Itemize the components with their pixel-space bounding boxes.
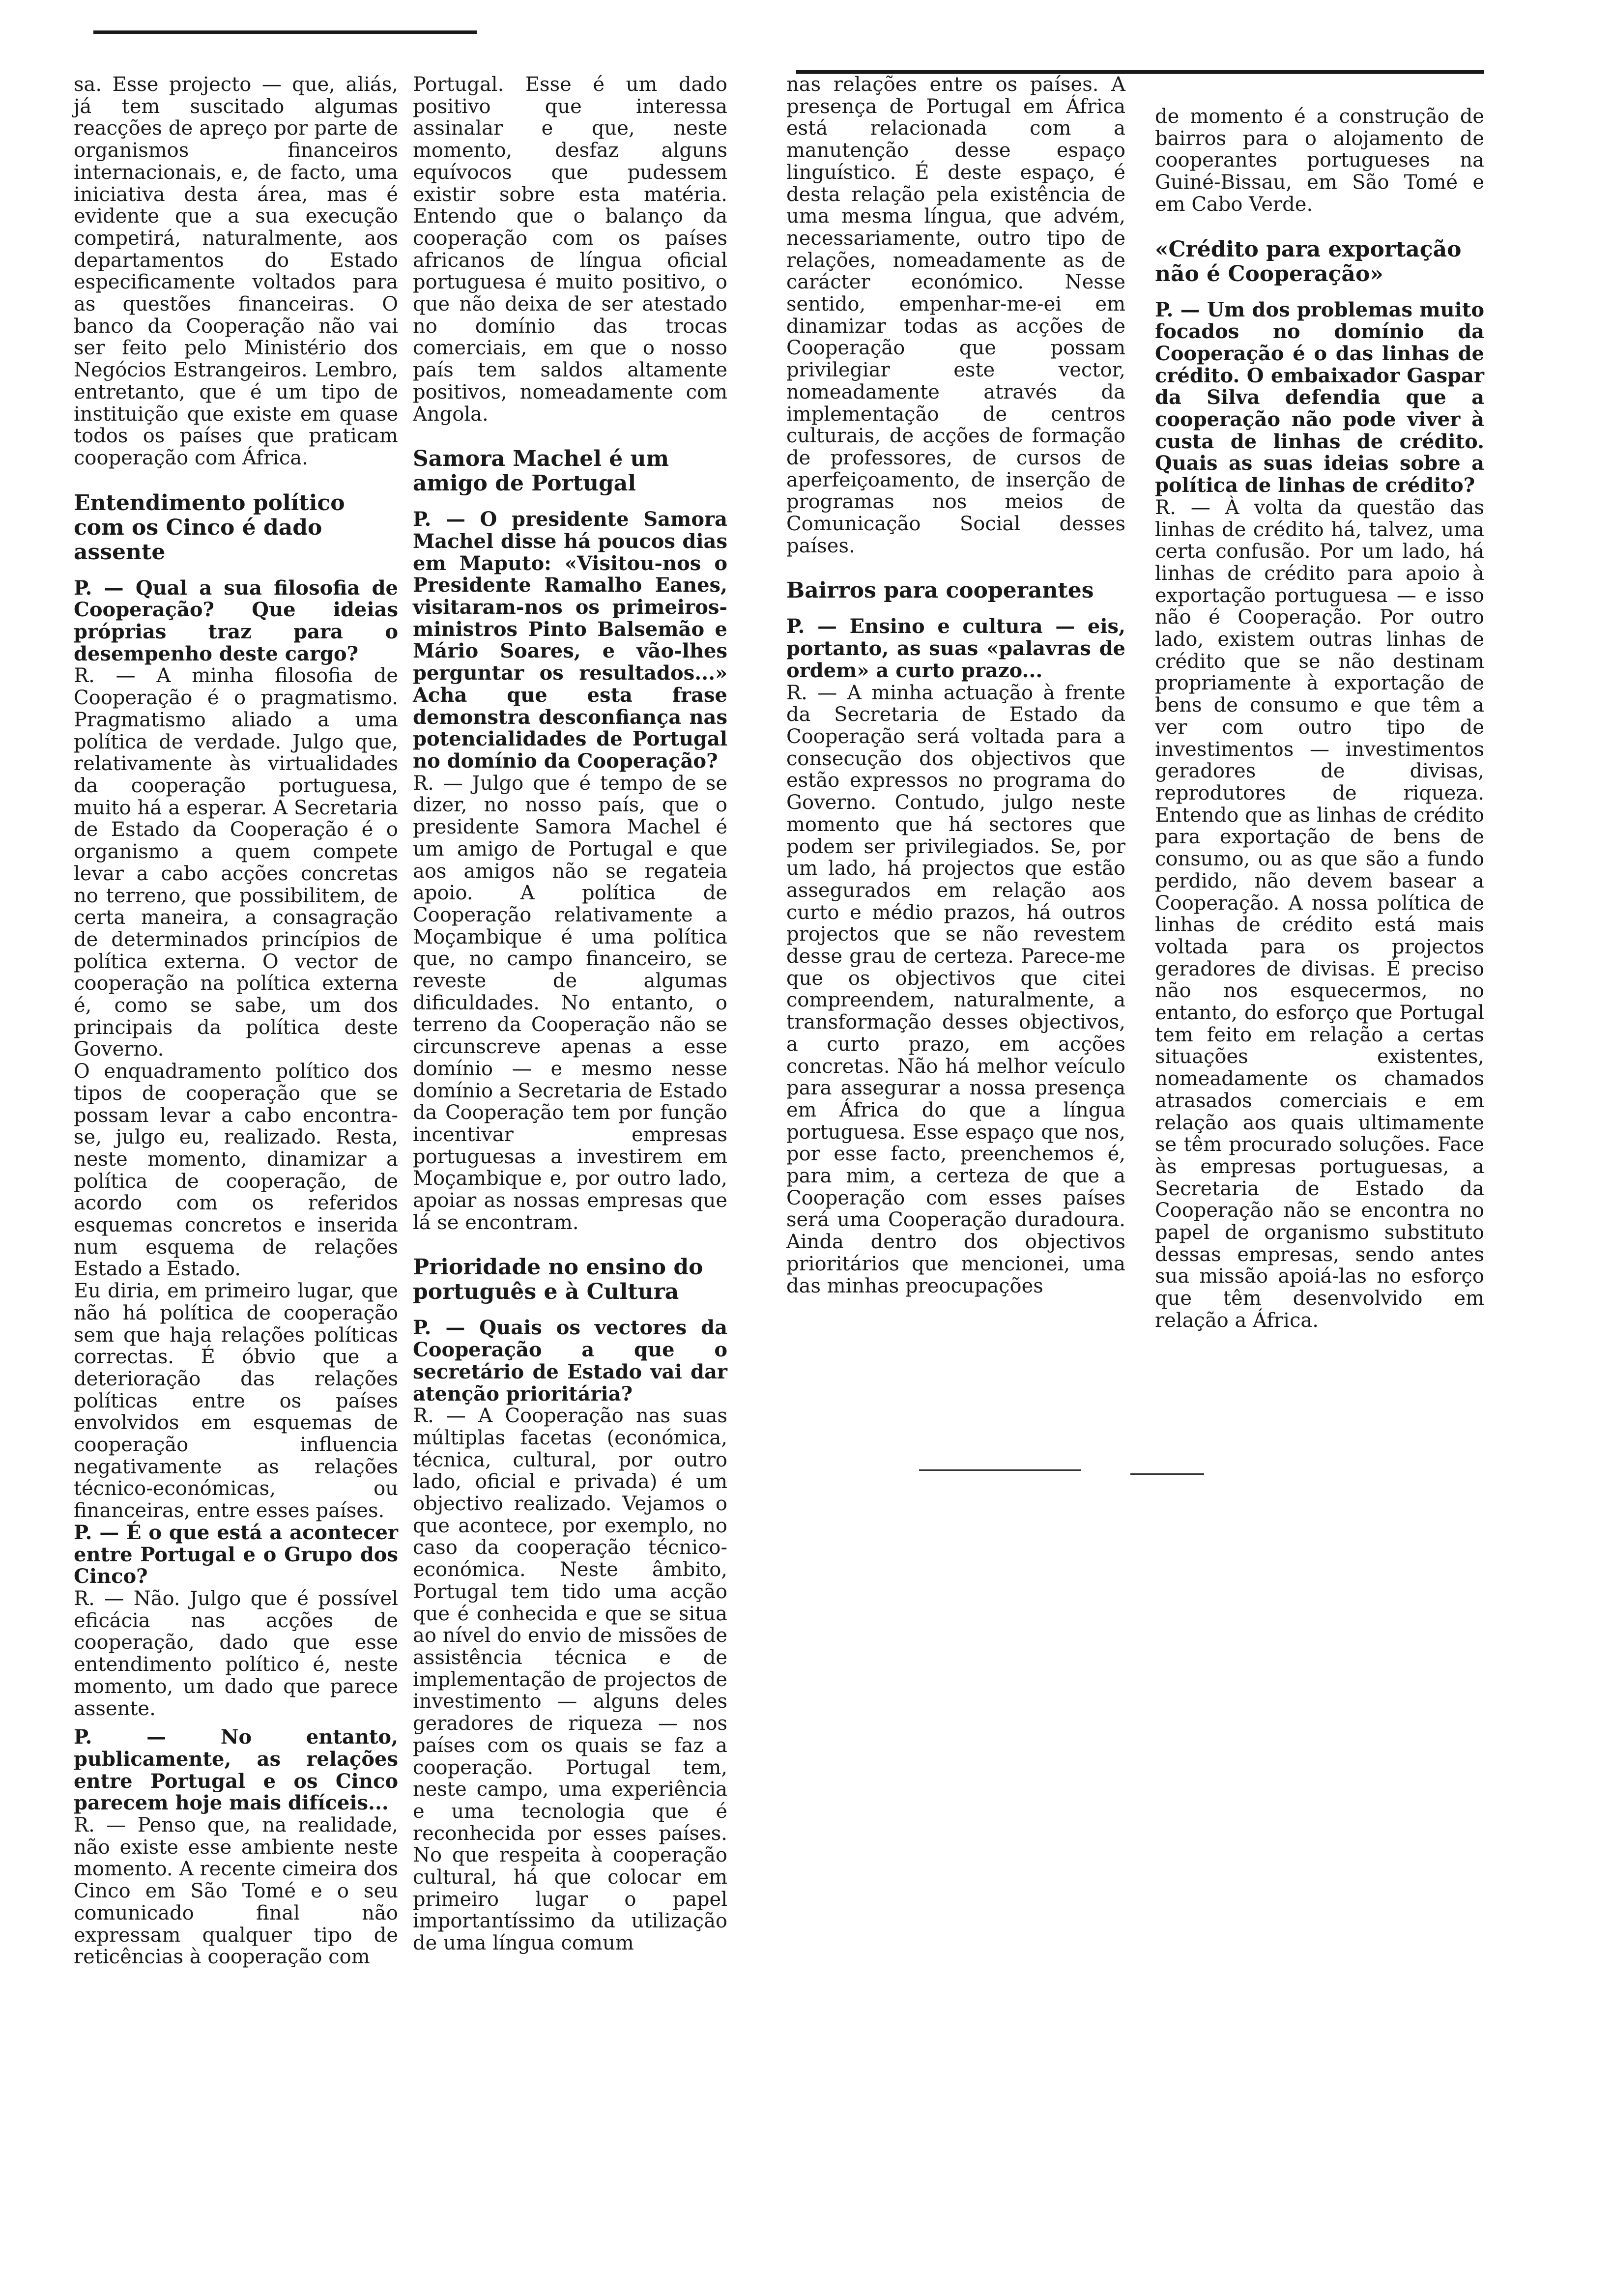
paragraph: sa. Esse projecto — que, aliás, já tem suscitado algumas reacções de apreço por parte de organismos financeiros internacionais, e, de facto, uma iniciativa desta área, mas é evidente que a sua execução competirá, naturalmente, aos departamentos do Estado especificamente voltados para as questões financeiras. O banco da Cooperação não vai ser feito pelo Ministério dos Negócios Estrangeiros. Lembro, entretanto, que é um tipo de instituição que existe em quase todos os países que praticam cooperação com África. bbox=[74, 73, 398, 469]
column-3 bbox=[786, 74, 1125, 1297]
paragraph: Portugal. Esse é um dado positivo que interessa assinalar e que, neste momento, desfaz alguns equívocos que pudessem existir sobre esta matéria. Entendo que o balanço da cooperação com os países africanos de língua oficial portuguesa é muito positivo, o que não deixa de ser atestado no domínio das trocas comerciais, em que o nosso país tem saldos altamente positivos, nomeadamente com Angola. bbox=[413, 73, 727, 426]
answer: R. — Não. Julgo que é possível eficácia nas acções de cooperação, dado que esse entendimento político é, neste momento, um dado que parece assente. bbox=[74, 1587, 398, 1720]
section-heading: Prioridade no ensino do português e à Cultura bbox=[413, 1255, 703, 1305]
top-rule-left bbox=[93, 30, 477, 34]
end-rule bbox=[919, 1469, 1081, 1471]
answer: R. — Penso que, na realidade, não existe esse ambiente neste momento. A recente cimeira dos Cinco em São Tomé e o seu comunicado final não expressam qualquer tipo de reticências à cooperação com bbox=[74, 1814, 398, 1969]
column-2 bbox=[413, 74, 727, 1954]
answer: R. — A minha actuação à frente da Secretaria de Estado da Cooperação será voltada para a consecução dos objectivos que estão expressos no programa do Governo. Contudo, julgo neste momento que há sectores que podem ser privilegiados. Se, por um lado, há projectos que estão assegurados em relação aos curto e médio prazos, há outros projectos que se não revestem desse grau de certeza. Parece-me que os objectivos que citei compreendem, naturalmente, a transformação desses objectivos, a curto prazo, em acções concretas. Não há melhor veículo para assegurar a nossa presença em África do que a língua portuguesa. Esse espaço que nos, por esse facto, preenchemos é, para mim, a certeza de que a Cooperação com esses países será uma Cooperação duradoura. Ainda dentro dos objectivos prioritários que mencionei, uma das minhas preocupações bbox=[786, 681, 1125, 1297]
column-1 bbox=[74, 74, 398, 1968]
section-heading: Entendimento político com os Cinco é dado assente bbox=[74, 490, 345, 565]
paragraph: Eu diria, em primeiro lugar, que não há política de cooperação sem que haja relações políticas correctas. É óbvio que a deterioração das relações políticas entre os países envolvidos em esquemas de cooperação influencia negativamente as relações técnico-económicas, ou financeiras, entre esses países. bbox=[74, 1280, 398, 1522]
section-heading: Bairros para cooperantes bbox=[786, 578, 1094, 603]
section-heading: «Crédito para exportação não é Cooperação» bbox=[1155, 236, 1462, 287]
answer: R. — À volta da questão das linhas de crédito há, talvez, uma certa confusão. Por um lado, há linhas de crédito para apoio à exportação portuguesa — e isso não é Cooperação. Por outro lado, existem outras linhas de crédito que se não destinam propriamente à exportação de bens de consumo e que têm a ver com outro tipo de investimentos — investimentos geradores de divisas, reprodutores de riqueza. Entendo que as linhas de crédito para exportação de bens de consumo, ou as que são a fundo perdido, não devem basear a Cooperação. A nossa política de linhas de crédito está mais voltada para os projectos geradores de divisas. É preciso não nos esquecermos, no entanto, do esforço que Portugal tem feito em relação a certas situações existentes, nomeadamente os chamados atrasados comerciais e em relação aos quais ultimamente se têm procurado soluções. Face às empresas portuguesas, a Secretaria de Estado da Cooperação não se encontra no papel de organismo substituto dessas empresas, sendo antes sua missão apoiá-las no esforço que têm desenvolvido em relação a África. bbox=[1155, 496, 1484, 1332]
paragraph: de momento é a construção de bairros para o alojamento de cooperantes portugueses na Guiné-Bissau, em São Tomé e em Cabo Verde. bbox=[1155, 105, 1484, 216]
question: P. — No entanto, publicamente, as relações entre Portugal e os Cinco parecem hoje mais difíceis... bbox=[74, 1725, 398, 1815]
question: P. — Ensino e cultura — eis, portanto, as suas «palavras de ordem» a curto prazo... bbox=[786, 615, 1125, 682]
answer: R. — A minha filosofia de Cooperação é o pragmatismo. Pragmatismo aliado a uma política de verdade. Julgo que, relativamente às virtualidades da cooperação portuguesa, muito há a esperar. A Secretaria de Estado da Cooperação é o organismo a quem compete levar a cabo acções concretas no terreno, que possibilitem, de certa maneira, a consagração de determinados princípios de política externa. O vector de cooperação na política externa é, como se sabe, um dos principais da política deste Governo. bbox=[74, 664, 398, 1061]
question: P. — Qual a sua filosofia de Cooperação? Que ideias próprias traz para o desempenho deste cargo? bbox=[74, 576, 398, 665]
section-heading: Samora Machel é um amigo de Portugal bbox=[413, 446, 669, 496]
column-4 bbox=[1155, 106, 1484, 1332]
question: P. — Um dos problemas muito focados no domínio da Cooperação é o das linhas de crédito. O embaixador Gaspar da Silva defendia que a cooperação não pode viver à custa de linhas de crédito. Quais as suas ideias sobre a política de linhas de crédito? bbox=[1155, 298, 1484, 497]
end-rule bbox=[1130, 1473, 1204, 1475]
question: P. — O presidente Samora Machel disse há poucos dias em Maputo: «Visitou-nos o Presidente Ramalho Eanes, visitaram-nos os primeiros-ministros Pinto Balsemão e Mário Soares, e vão-lhes perguntar os resultados...» Acha que esta frase demonstra desconfiança nas potencialidades de Portugal no domínio da Cooperação? bbox=[413, 508, 727, 773]
answer: R. — Julgo que é tempo de se dizer, no nosso país, que o presidente Samora Machel é um amigo de Portugal e que aos amigos não se regateia apoio. A política de Cooperação relativamente a Moçambique é uma política que, no campo financeiro, se reveste de algumas dificuldades. No entanto, o terreno da Cooperação não se circunscreve apenas a esse domínio — e mesmo nesse domínio a Secretaria de Estado da Cooperação tem por função incentivar empresas portuguesas a investirem em Moçambique e, por outro lado, apoiar as nossas empresas que lá se encontram. bbox=[413, 772, 727, 1234]
paragraph: nas relações entre os países. A presença de Portugal em África está relacionada com a manutenção desse espaço linguístico. É deste espaço, é desta relação pela existência de uma mesma língua, que advém, necessariamente, outro tipo de relações, nomeadamente as de carácter económico. Nesse sentido, empenhar-me-ei em dinamizar todas as acções de Cooperação que possam privilegiar este vector, nomeadamente através da implementação de centros culturais, de acções de formação de professores, de cursos de aperfeiçoamento, de inserção de programas nos meios de Comunicação Social desses países. bbox=[786, 73, 1125, 557]
question: P. — Quais os vectores da Cooperação a que o secretário de Estado vai dar atenção prioritária? bbox=[413, 1316, 727, 1406]
question: P. — É o que está a acontecer entre Portugal e o Grupo dos Cinco? bbox=[74, 1521, 398, 1588]
answer: R. — A Cooperação nas suas múltiplas facetas (económica, técnica, cultural, por outro lado, oficial e privada) é um objectivo realizado. Vejamos o que acontece, por exemplo, no caso da cooperação técnico-económica. Neste âmbito, Portugal tem tido uma acção que é conhecida e que se situa ao nível do envio de missões de assistência técnica e de implementação de projectos de investimento — alguns deles geradores de riqueza — nos países com os quais se faz a cooperação. Portugal tem, neste campo, uma experiência e uma tecnologia que é reconhecida por esses países. No que respeita à cooperação cultural, há que colocar em primeiro lugar o papel importantíssimo da utilização de uma língua comum bbox=[413, 1405, 727, 1955]
paragraph: O enquadramento político dos tipos de cooperação que se possam levar a cabo encontra-se, julgo eu, realizado. Resta, neste momento, dinamizar a política de cooperação, de acordo com os referidos esquemas concretos e inserida num esquema de relações Estado a Estado. bbox=[74, 1060, 398, 1281]
